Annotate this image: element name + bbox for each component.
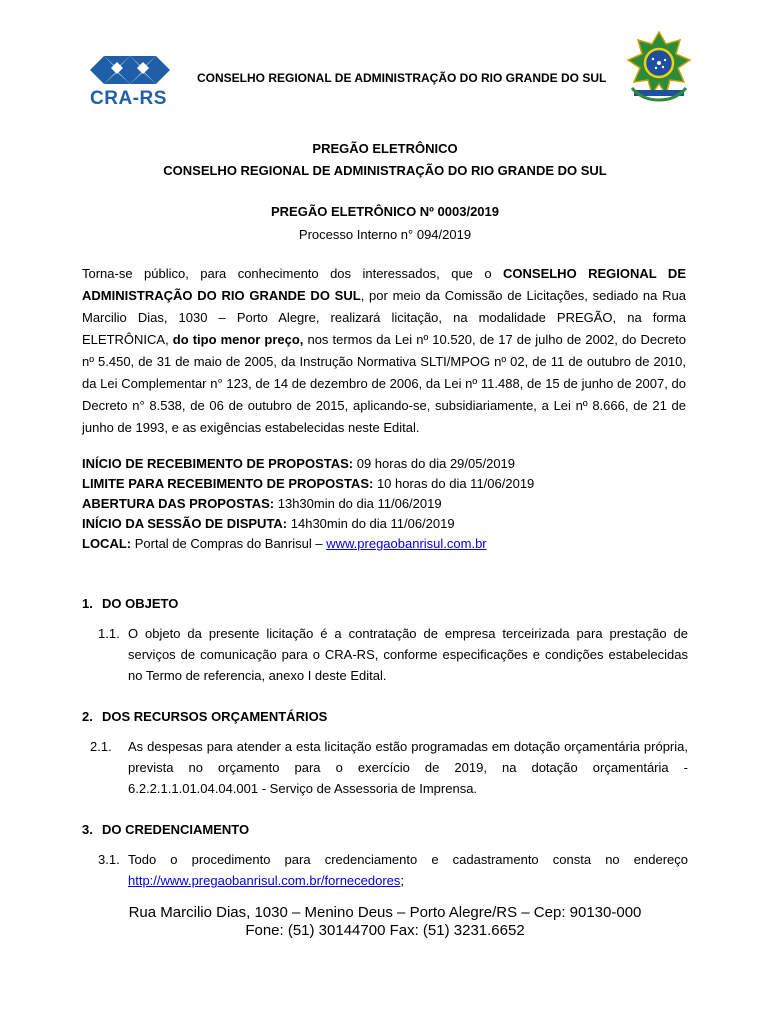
section-3-heading: 3. DO CREDENCIAMENTO — [82, 822, 250, 837]
schedule-item: ABERTURA DAS PROPOSTAS: 13h30min do dia 11/06/2019 — [82, 496, 442, 511]
section-1-1: 1.1. O objeto da presente licitação é a contratação de empresa terceirizada para prestação de serviços de comunicação para o CRA-RS, conforme especificações e condições estabelecidas no Termo de referencia, anexo I deste Edital. — [98, 626, 688, 683]
section-2-heading: 2. DOS RECURSOS ORÇAMENTÁRIOS — [82, 709, 328, 724]
intro-bold-org: CONSELHO REGIONAL DE ADMINISTRAÇÃO DO RIO GRANDE DO SUL — [82, 266, 686, 303]
section-2-1: 2.1. As despesas para atender a esta licitação estão programadas em dotação orçamentária própria, prevista no orçamento para o exercício de 2019, na dotação orçamentária - 6.2.2.1.1.01.04.04.001 - Serviço de Assessoria de Imprensa. — [90, 739, 688, 796]
fornecedores-link[interactable]: http://www.pregaobanrisul.com.br/fornecedores — [128, 873, 401, 888]
processo-interno: Processo Interno n° 094/2019 — [298, 227, 472, 242]
title-line-1: PREGÃO ELETRÔNICO — [312, 141, 458, 156]
schedule-list — [82, 454, 534, 554]
edital-number: PREGÃO ELETRÔNICO Nº 0003/2019 — [271, 204, 499, 219]
footer-phones: Fone: (51) 30144700 Fax: (51) 3231.6652 — [245, 922, 525, 939]
intro-text-3: nos termos da Lei nº 10.520, de 17 de julho de 2002, do Decreto nº 5.450, de 31 de maio de 2005, da Instrução Normativa SLTI/MPOG nº 02, de 11 de outubro de 2010, da Lei Complementar n° 123, de 14 de dezembro de 2006, da Lei nº 11.488, de 15 de junho de 2007, do Decreto n° 8.538, de 06 de outubro de 2015, aplicando-se, subsidiariamente, a Lei nº 8.666, de 21 de junho de 1993, e as exigências estabelecidas neste Edital. — [82, 332, 686, 435]
header-org-title: CONSELHO REGIONAL DE ADMINISTRAÇÃO DO RIO GRANDE DO SUL — [197, 71, 607, 85]
local-line: LOCAL: Portal de Compras do Banrisul – www.pregaobanrisul.com.br — [82, 536, 487, 551]
title-line-2: CONSELHO REGIONAL DE ADMINISTRAÇÃO DO RIO GRANDE DO SUL — [163, 163, 607, 178]
schedule-item: INÍCIO DA SESSÃO DE DISPUTA: 14h30min do dia 11/06/2019 — [82, 516, 455, 531]
section-3-1: 3.1. Todo o procedimento para credenciamento e cadastramento consta no endereço http://www.pregaobanrisul.com.br/fornecedores; — [98, 852, 688, 888]
intro-text-2: , por meio da Comissão de Licitações, sediado na Rua Marcilio Dias, 1030 – Porto Alegre, realizará licitação, na modalidade PREGÃO, na forma ELETRÔNICA, — [82, 288, 686, 347]
footer-address: Rua Marcilio Dias, 1030 – Menino Deus – Porto Alegre/RS – Cep: 90130-000 — [128, 904, 642, 921]
coat-of-arms-icon — [622, 30, 696, 104]
schedule-item: LIMITE PARA RECEBIMENTO DE PROPOSTAS: 10 horas do dia 11/06/2019 — [82, 476, 535, 491]
section-1-heading: 1. DO OBJETO — [82, 596, 179, 611]
banrisul-portal-link[interactable]: www.pregaobanrisul.com.br — [326, 536, 487, 551]
intro-paragraph — [82, 263, 686, 439]
logo-text: CRA-RS — [90, 88, 167, 109]
intro-bold-type: do tipo menor preço, — [172, 332, 304, 347]
intro-text-1: Torna-se público, para conhecimento dos interessados, que o — [82, 266, 504, 281]
schedule-item: INÍCIO DE RECEBIMENTO DE PROPOSTAS: 09 horas do dia 29/05/2019 — [82, 456, 516, 471]
